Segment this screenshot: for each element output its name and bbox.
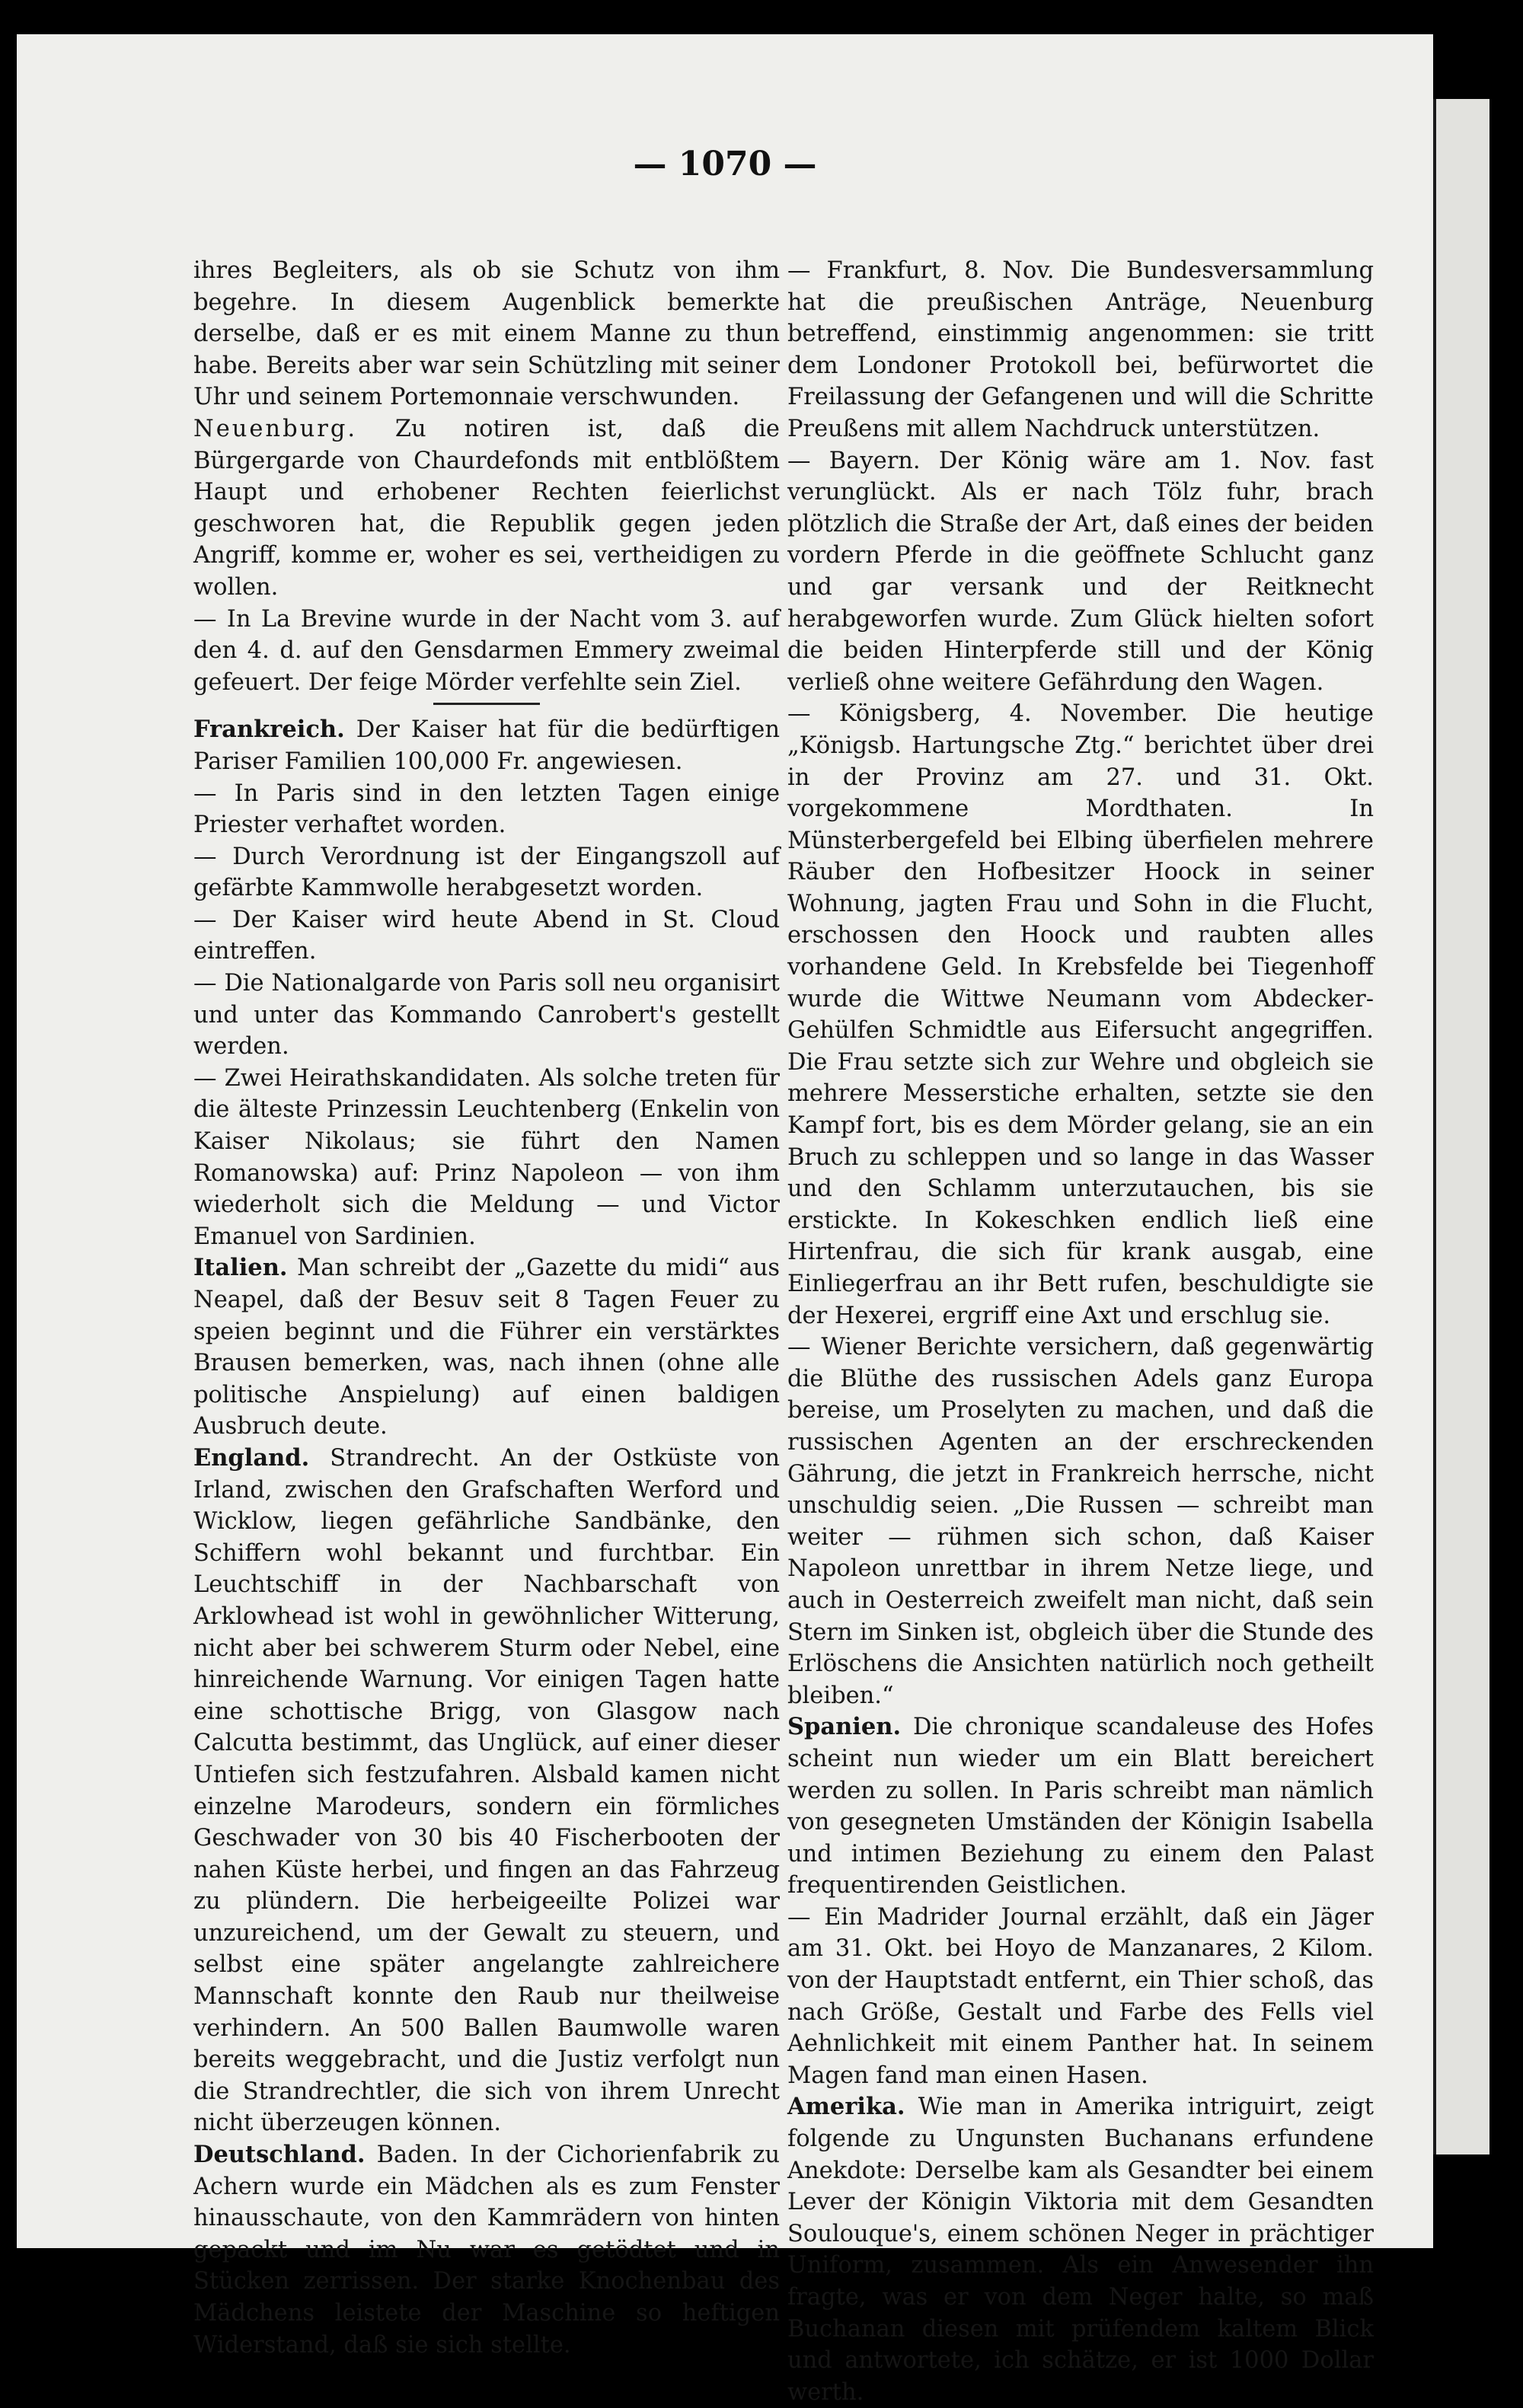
article-paragraph: Italien. Man schreibt der „Gazette du midi“ aus Neapel, daß der Besuv seit 8 Tagen Feuer zu speien beginnt und die Führer ein verstärktes Brausen bemerken, was, nach ihnen (ohne alle politische Anspielung) auf einen baldigen Ausbruch deute. <box>193 1254 780 1440</box>
article-paragraph: — Wiener Berichte versichern, daß gegenwärtig die Blüthe des russischen Adels ganz Europa bereise, um Proselyten zu machen, und daß die russischen Agenten an der erschreckenden Gährung, die jetzt in Frankreich herrsche, nicht unschuldig seien. „Die Russen — schreibt man weiter — rühmen sich schon, daß Kaiser Napoleon unrettbar in ihrem Netze liege, und auch in Oesterreich zweifelt man nicht, daß sein Stern im Sinken ist, obgleich über die Stunde des Erlöschens die Ansichten natürlich noch getheilt bleiben.“ <box>787 1334 1374 1709</box>
article-paragraph: — Der Kaiser wird heute Abend in St. Cloud eintreffen. <box>193 906 780 965</box>
page-number: — 1070 — <box>633 145 817 183</box>
article-paragraph: — Bayern. Der König wäre am 1. Nov. fast verunglückt. Als er nach Tölz fuhr, brach plötzlich die Straße der Art, daß eines der beiden vordern Pferde in die geöffnete Schlucht ganz und gar versank und der Reitknecht herabgeworfen wurde. Zum Glück hielten sofort die beiden Hinterpferde still und der König verließ ohne weitere Gefährdung den Wagen. <box>787 447 1374 696</box>
section-divider <box>433 703 540 705</box>
article-paragraph: — In La Brevine wurde in der Nacht vom 3. auf den 4. d. auf den Gensdarmen Emmery zweimal gefeuert. Der feige Mörder verfehlte sein Ziel. <box>193 605 780 696</box>
article-paragraph: Amerika. Wie man in Amerika intriguirt, zeigt folgende zu Ungunsten Buchanans erfundene Anekdote: Derselbe kam als Gesandter bei einem Lever der Königin Viktoria mit dem Gesandten Soulouque's, einem schönen Neger in prächtiger Uniform, zusammen. Als ein Anwesender ihn fragte, was er von dem Neger halte, so maß Buchanan diesen mit prüfendem kaltem Blick und antwortete, ich schätze, er ist 1000 Dollar werth. <box>787 2093 1374 2406</box>
article-paragraph: — Durch Verordnung ist der Eingangszoll auf gefärbte Kammwolle herabgesetzt worden. <box>193 843 780 902</box>
section-heading: Amerika. <box>787 2093 905 2121</box>
article-paragraph: Neuenburg. Zu notiren ist, daß die Bürgergarde von Chaurdefonds mit entblößtem Haupt und erhobener Rechten feierlichst geschworen hat, die Republik gegen jeden Angriff, komme er, woher es sei, vertheidigen zu wollen. <box>193 415 780 601</box>
article-paragraph: — Königsberg, 4. November. Die heutige „Königsb. Hartungsche Ztg.“ berichtet über drei in der Provinz am 27. und 31. Okt. vorgekommene Mordthaten. In Münsterbergefeld bei Elbing überfielen mehrere Räuber den Hofbesitzer Hoock in seiner Wohnung, jagten Frau und Sohn in die Flucht, erschossen den Hoock und raubten alles vorhandene Geld. In Krebsfelde bei Tiegenhoff wurde die Wittwe Neumann vom Abdecker-Gehülfen Schmidtle aus Eifersucht angegriffen. Die Frau setzte sich zur Wehre und obgleich sie mehrere Messerstiche erhalten, setzte sie den Kampf fort, bis es dem Mörder gelang, sie an ein Bruch zu schleppen und so lange in das Wasser und den Schlamm unterzutauchen, bis sie erstickte. In Kokeschken endlich ließ eine Hirtenfrau, die sich für krank ausgab, eine Einliegerfrau an ihr Bett rufen, beschuldigte sie der Hexerei, ergriff eine Axt und erschlug sie. <box>787 700 1374 1329</box>
article-paragraph: Frankreich. Der Kaiser hat für die bedürftigen Pariser Familien 100,000 Fr. angewiesen. <box>193 716 780 775</box>
article-paragraph: Spanien. Die chronique scandaleuse des Hofes scheint nun wieder um ein Blatt bereichert werden zu sollen. In Paris schreibt man nämlich von gesegneten Umständen der Königin Isabella und intimen Beziehung zu einem den Palast frequentirenden Geistlichen. <box>787 1713 1375 1899</box>
article-paragraph: — Ein Madrider Journal erzählt, daß ein Jäger am 31. Okt. bei Hoyo de Manzanares, 2 Kilom. von der Hauptstadt entfernt, ein Thier schoß, das nach Größe, Gestalt und Farbe des Fells viel Aehnlichkeit mit einem Panther hat. In seinem Magen fand man einen Hasen. <box>787 1903 1374 2089</box>
newspaper-page <box>17 34 1433 2406</box>
adjacent-page-edge <box>1433 99 1489 2154</box>
section-heading: Italien. <box>193 1254 288 1282</box>
article-paragraph: — Die Nationalgarde von Paris soll neu organisirt und unter das Kommando Canrobert's gestellt werden. <box>193 970 780 1060</box>
right-column <box>787 255 1374 2408</box>
article-paragraph: England. Strandrecht. An der Ostküste von Irland, zwischen den Grafschaften Werford und Wicklow, liegen gefährliche Sandbänke, den Schiffern wohl bekannt und furchtbar. Ein Leuchtschiff in der Nachbarschaft von Arklowhead ist wohl in gewöhnlicher Witterung, nicht aber bei schwerem Sturm oder Nebel, eine hinreichende Warnung. Vor einigen Tagen hatte eine schottische Brigg, von Glasgow nach Calcutta bestimmt, das Unglück, auf einer dieser Untiefen sich festzufahren. Alsbald kamen nicht einzelne Marodeurs, sondern ein förmliches Geschwader von 30 bis 40 Fischerbooten der nahen Küste herbei, und fingen an das Fahrzeug zu plündern. Die herbeigeeilte Polizei war unzureichend, um der Gewalt zu steuern, und selbst eine später angelangte zahlreichere Mannschaft konnte den Raub nur theilweise verhindern. An 500 Ballen Baumwolle waren bereits weggebracht, und die Justiz verfolgt nun die Strandrechtler, die sich von ihrem Unrecht nicht überzeugen können. <box>193 1443 780 2137</box>
section-heading: Spanien. <box>787 1713 902 1741</box>
article-paragraph: — Frankfurt, 8. Nov. Die Bundesversammlung hat die preußischen Anträge, Neuenburg betreffend, einstimmig angenommen: sie tritt dem Londoner Protokoll bei, befürwortet die Freilassung der Gefangenen und will die Schritte Preußens mit allem Nachdruck unterstützen. <box>787 257 1374 442</box>
section-heading: England. <box>193 1443 310 1472</box>
left-column <box>193 255 780 2361</box>
section-heading: Neuenburg. <box>193 415 358 442</box>
article-paragraph: Deutschland. Baden. In der Cichorienfabrik zu Achern wurde ein Mädchen als es zum Fenster hinausschaute, von den Kammrädern von hinten gepackt und im Nu war es getödtet und in Stücken zerrissen. Der starke Knochenbau des Mädchens leistete der Maschine so heftigen Widerstand, daß sie sich stellte. <box>193 2141 780 2359</box>
section-heading: Deutschland. <box>193 2141 366 2169</box>
article-paragraph: ihres Begleiters, als ob sie Schutz von ihm begehre. In diesem Augenblick bemerkte derselbe, daß er es mit einem Manne zu thun habe. Bereits aber war sein Schützling mit seiner Uhr und seinem Portemonnaie verschwunden. <box>193 257 780 411</box>
article-paragraph: — In Paris sind in den letzten Tagen einige Priester verhaftet worden. <box>193 780 780 839</box>
section-heading: Frankreich. <box>193 716 345 744</box>
article-paragraph: — Zwei Heirathskandidaten. Als solche treten für die älteste Prinzessin Leuchtenberg (Enkelin von Kaiser Nikolaus; sie führt den Namen Romanowska) auf: Prinz Napoleon — von ihm wiederholt sich die Meldung — und Victor Emanuel von Sardinien. <box>193 1064 780 1250</box>
